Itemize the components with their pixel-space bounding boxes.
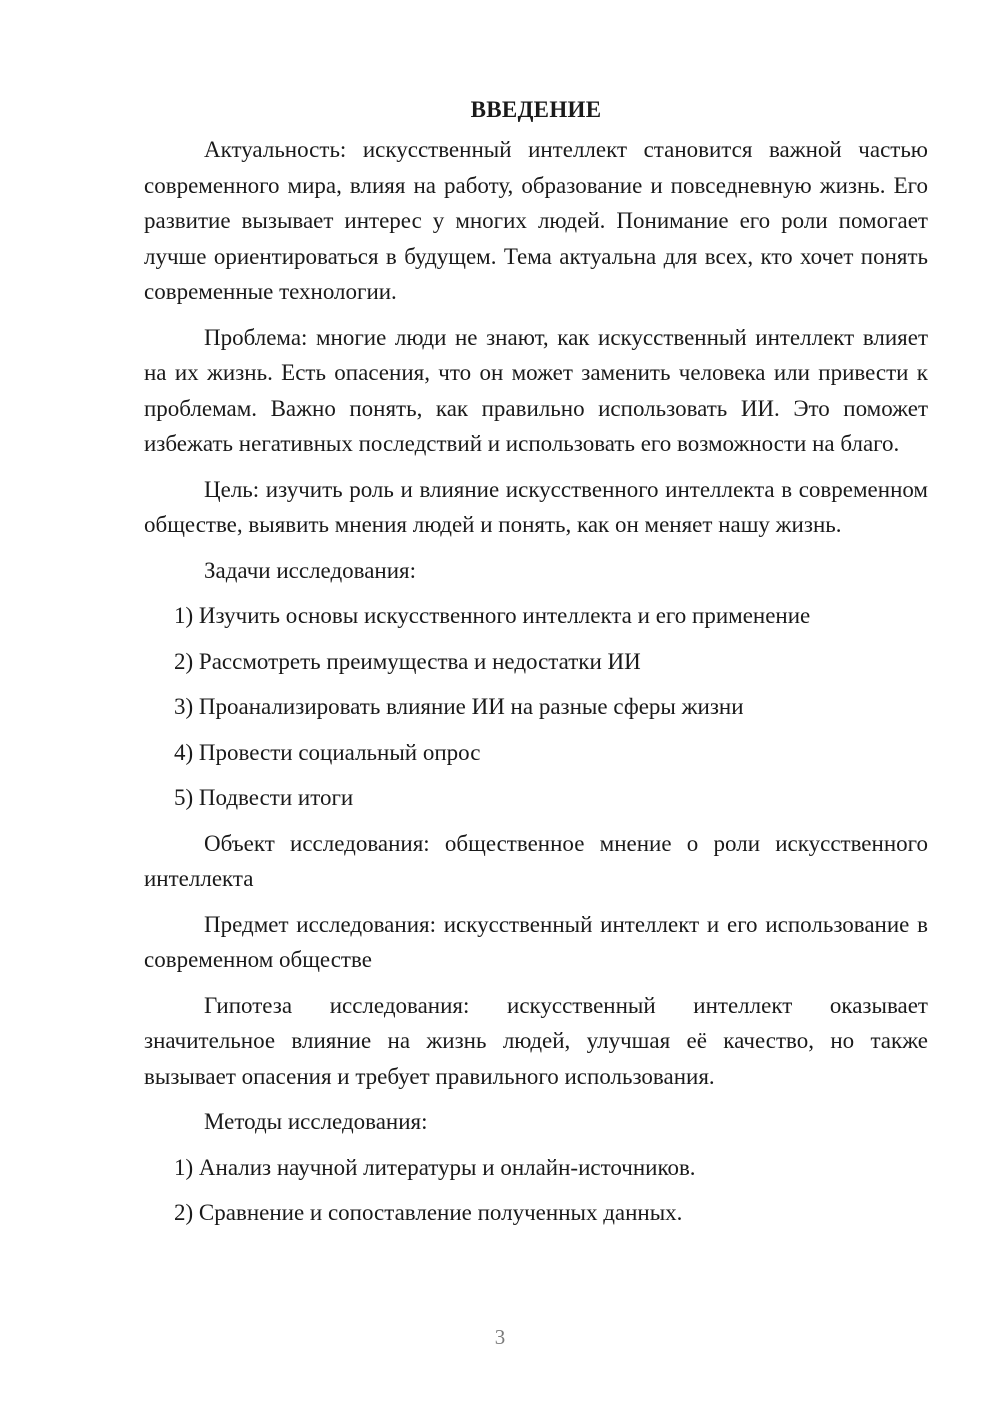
task-item: 5) Подвести итоги bbox=[174, 785, 354, 810]
method-item: 2) Сравнение и сопоставление полученных данных. bbox=[174, 1200, 683, 1225]
object-paragraph: Объект исследования: общественное мнение о роли искусственного интеллекта bbox=[144, 830, 928, 891]
method-item: 1) Анализ научной литературы и онлайн-источников. bbox=[174, 1154, 696, 1180]
relevance-paragraph: Актуальность: искусственный интеллект становится важной частью современного мира, влияя на работу, образование и повседневную жизнь. Его развитие вызывает интерес у многих людей. Понимание его роли помогает лучше ориентироваться в будущем. Тема актуальна для всех, кто хочет понять современные технологии. bbox=[144, 137, 928, 304]
task-item: 1) Изучить основы искусственного интеллекта и его применение bbox=[174, 603, 811, 628]
problem-paragraph: Проблема: многие люди не знают, как искусственный интеллект влияет на их жизнь. Есть опасения, что он может заменить человека или привести к проблемам. Важно понять, как правильно использовать ИИ. Это поможет избежать негативных последствий и использовать его возможности на благо. bbox=[144, 324, 928, 456]
methods-label: Методы исследования: bbox=[204, 1109, 428, 1134]
task-item: 2) Рассмотреть преимущества и недостатки ИИ bbox=[174, 648, 641, 674]
section-title: ВВЕДЕНИЕ bbox=[470, 97, 602, 122]
subject-paragraph: Предмет исследования: искусственный интеллект и его использование в современном обществе bbox=[144, 911, 928, 972]
tasks-label: Задачи исследования: bbox=[204, 557, 417, 583]
hypothesis-paragraph: Гипотеза исследования: искусственный интеллект оказывает значительное влияние на жизнь людей, улучшая её качество, но также вызывает опасения и требует правильного использования. bbox=[144, 992, 928, 1089]
methods-list bbox=[144, 1150, 928, 1231]
task-item: 4) Провести социальный опрос bbox=[174, 739, 481, 765]
goal-paragraph: Цель: изучить роль и влияние искусственного интеллекта в современном обществе, выявить мнения людей и понять, как он меняет нашу жизнь. bbox=[144, 476, 928, 537]
task-item: 3) Проанализировать влияние ИИ на разные сферы жизни bbox=[174, 694, 744, 719]
page-number: 3 bbox=[494, 1325, 506, 1349]
document-page bbox=[144, 92, 928, 1241]
tasks-list bbox=[144, 598, 928, 816]
